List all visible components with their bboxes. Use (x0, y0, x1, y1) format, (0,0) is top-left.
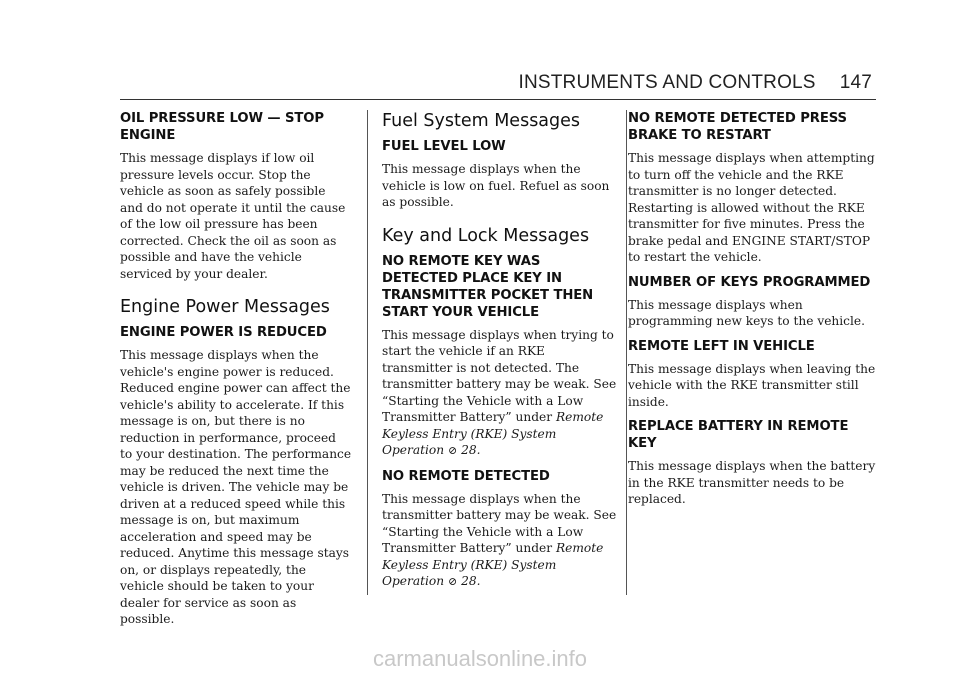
no-remote-detected-text: This message displays when the transmitter battery may be weak. See “Starting the Vehicle with a Low Transmitter Battery” under Remote Keyless Entry (RKE) System Operation ⊘ 28. (382, 491, 617, 588)
page-ref-number[interactable]: 28. (461, 443, 481, 457)
no-remote-detected-heading: NO REMOTE DETECTED (382, 468, 550, 484)
rke-link[interactable]: Remote Keyless Entry (RKE) System Operation (382, 410, 604, 457)
no-remote-brake-heading: NO REMOTE DETECTED PRESS BRAKE TO RESTART (628, 111, 847, 143)
watermark: carmanualsonline.info (372, 646, 588, 671)
rke-link[interactable]: Remote Keyless Entry (RKE) System Operation (382, 541, 604, 588)
oil-pressure-text: This message displays if low oil pressure levels occur. Stop the vehicle as soon as safely possible and do not operate it until the cause of the low oil pressure has been corrected. Check the oil as soon as possible and have the vehicle serviced by your dealer. (120, 151, 346, 281)
engine-power-text: This message displays when the vehicle's engine power is reduced. Reduced engine power can affect the vehicle's ability to accelerate. If this message is on, but there is no reduction in performance, proceed to your destination. The performance may be reduced the next time the vehicle is driven. The vehicle may be driven at a reduced speed while this message is on, but maximum acceleration and speed may be reduced. Anytime this message stays on, or displays repeatedly, the vehicle should be taken to your dealer for service as soon as possible. (120, 348, 352, 626)
page-reference-icon: ⊘ (447, 444, 458, 457)
column-1 (120, 108, 352, 636)
page-ref-number[interactable]: 28. (461, 574, 481, 588)
fuel-level-heading: FUEL LEVEL LOW (382, 139, 506, 154)
replace-battery-heading: REPLACE BATTERY IN REMOTE KEY (628, 419, 849, 451)
page-reference-icon: ⊘ (447, 575, 458, 588)
no-remote-key-text: This message displays when trying to start the vehicle if an RKE transmitter is not detected. The transmitter battery may be weak. See “Starting the Vehicle with a Low Transmitter Battery” under Remote Keyless Entry (RKE) System Operation ⊘ 28. (382, 327, 617, 457)
keys-programmed-text: This message displays when programming new keys to the vehicle. (628, 297, 865, 328)
no-remote-brake-text: This message displays when attempting to turn off the vehicle and the RKE transmitter is no longer detected. Restarting is allowed without the RKE transmitter for five minutes. Press the brake pedal and ENGINE START/STOP to restart the vehicle. (628, 151, 875, 264)
column-divider-1 (367, 110, 368, 595)
engine-power-section-title: Engine Power Messages (120, 297, 330, 317)
oil-pressure-heading: OIL PRESSURE LOW — STOP ENGINE (120, 111, 324, 143)
column-3 (628, 108, 878, 516)
remote-left-heading: REMOTE LEFT IN VEHICLE (628, 338, 815, 354)
page-header (120, 70, 876, 100)
column-divider-2 (626, 110, 627, 595)
key-lock-section-title: Key and Lock Messages (382, 225, 590, 246)
no-remote-key-heading: NO REMOTE KEY WAS DETECTED PLACE KEY IN TRANSMITTER POCKET THEN START YOUR VEHICLE (382, 253, 594, 320)
section-title: INSTRUMENTS AND CONTROLS (518, 72, 816, 93)
fuel-system-section-title: Fuel System Messages (382, 111, 581, 131)
keys-programmed-heading: NUMBER OF KEYS PROGRAMMED (628, 274, 871, 290)
column-2 (382, 108, 618, 599)
fuel-level-text: This message displays when the vehicle is low on fuel. Refuel as soon as possible. (382, 162, 610, 209)
engine-power-heading: ENGINE POWER IS REDUCED (120, 325, 327, 340)
header-rule (120, 99, 876, 100)
replace-battery-text: This message displays when the battery in the RKE transmitter needs to be replaced. (628, 459, 876, 506)
remote-left-text: This message displays when leaving the vehicle with the RKE transmitter still inside. (628, 361, 876, 409)
page-number: 147 (839, 72, 872, 93)
